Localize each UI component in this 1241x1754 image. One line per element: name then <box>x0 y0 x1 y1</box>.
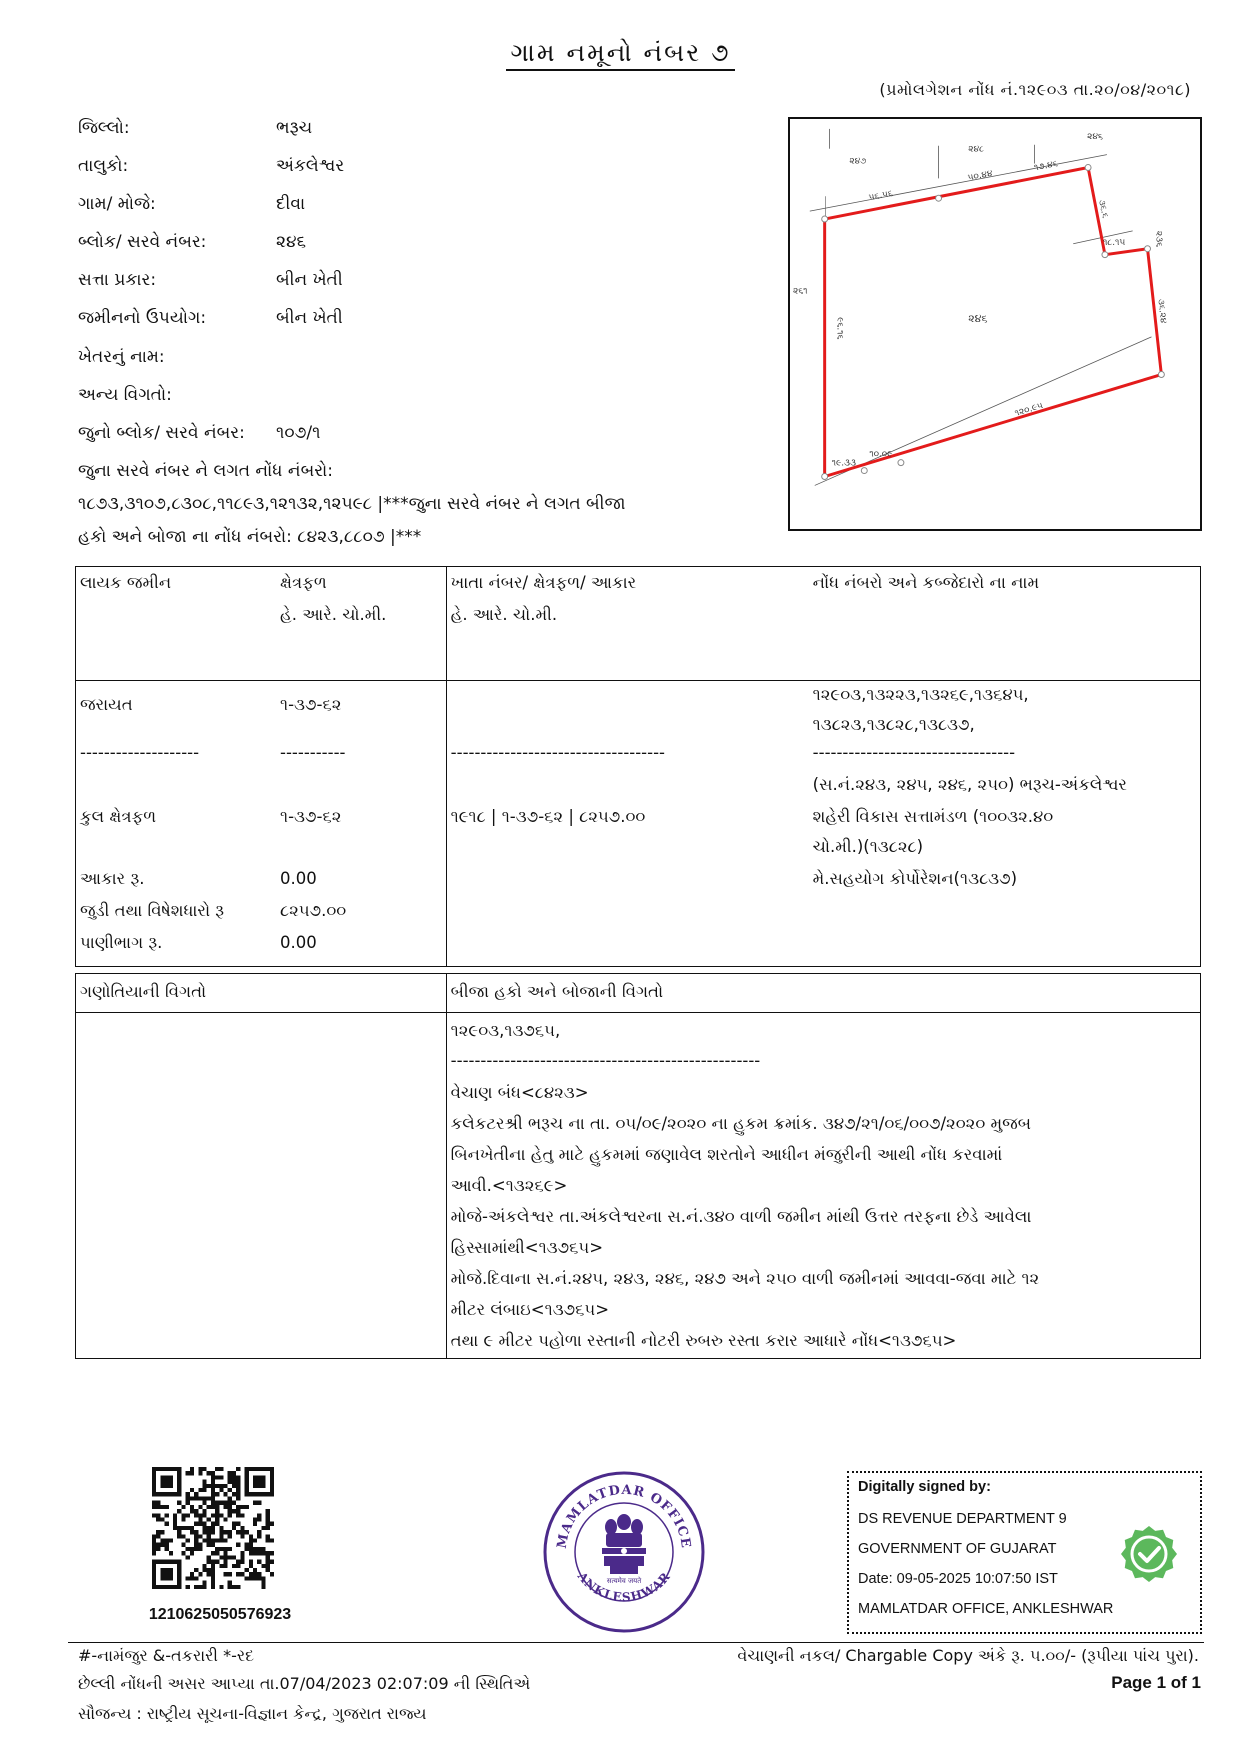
rights-line-5: બિનખેતીના હેતુ માટે હુકમમાં જણાવેલ શરતોને આધીન મંજુરીની આથી નોંધ કરવામાં <box>450 1145 1003 1164</box>
neighbor-label-top-right: ૨૪૬ <box>1087 131 1103 142</box>
footer-divider <box>68 1642 1204 1643</box>
jarayat-label: જરાયત <box>80 695 133 714</box>
edge-label-7: ૯૬.૧૬ <box>834 317 845 340</box>
rights-table-body-row <box>76 1013 1201 1359</box>
holder-line-3: (સ.નં.૨૪૩, ૨૪૫, ૨૪૬, ૨૫૦) ભરૂચ-અંકલેશ્વર <box>812 775 1127 794</box>
signature-line-5: MAMLATDAR OFFICE, ANKLESHWAR <box>858 1601 1114 1617</box>
signature-line-1: Digitally signed by: <box>858 1479 991 1495</box>
taluka-label: તાલુકો: <box>78 156 129 176</box>
holder-line-2: ૧૩૮૨૩,૧૩૮૨૮,૧૩૮૩૭, <box>812 715 975 734</box>
rights-line-7: મોજે-અંકલેશ્વર તા.અંકલેશ્વરના સ.નં.૩૪૦ વાળી જમીન માંથી ઉત્તર તરફના છેડે આવેલા <box>450 1207 1032 1226</box>
footer-courtesy: સૌજન્ય : રાષ્ટ્રીય સૂચના-વિજ્ઞાન કેન્દ્ર, ગુજરાત રાજ્ય <box>78 1704 427 1723</box>
other-details-label: અન્ય વિગતો: <box>78 385 172 405</box>
footer-legend: #-નામંજુર &-તકરારી *-રદ <box>78 1646 255 1665</box>
tenure-label: સત્તા પ્રકાર: <box>78 270 157 290</box>
judi-label: જુડી તથા વિષેશધારો રૂ <box>80 901 225 920</box>
holder-line-5: ચો.મી.)(૧૩૮૨૮) <box>812 837 924 856</box>
holder-line-4: શહેરી વિકાસ સત્તામંડળ (૧૦૦૩૨.૪૦ <box>812 807 1054 826</box>
document-title: ગામ નમૂનો નંબર ૭ <box>0 38 1241 68</box>
khata-value: ૧૯૧૮ | ૧-૩૭-૬૨ | ૮૨૫૭.૦૦ <box>450 807 646 826</box>
edge-label-10: ૧૨૦.૯૫ <box>1013 400 1045 419</box>
land-table-body-row <box>76 681 1201 967</box>
header-land-type: લાયક જમીન <box>80 573 172 592</box>
dash-col-4: ---------------------------------- <box>812 743 1016 762</box>
promulgation-note: (પ્રમોલગેશન નોંધ નં.૧૨૯૦૩ તા.૨૦/૦૪/૨૦૧૮) <box>879 80 1191 99</box>
tenants-header: ગણોતિયાની વિગતો <box>80 982 207 1001</box>
tenants-cell <box>76 1013 446 1358</box>
water-share-label: પાણીભાગ રૂ. <box>80 933 163 952</box>
header-khata: ખાતા નંબર/ ક્ષેત્રફળ/ આકાર <box>450 573 637 592</box>
edge-label-9: ૧૯.૩૩ <box>831 458 856 469</box>
total-area-label: કુલ ક્ષેત્રફળ <box>80 807 157 826</box>
rights-line-3: વેચાણ બંધ<૮૪૨૩> <box>450 1083 589 1102</box>
holder-line-6: મે.સહયોગ કોર્પોરેશન(૧૩૮૩૭) <box>812 869 1018 888</box>
land-table-header-row <box>76 567 1201 681</box>
district-label: જિલ્લો: <box>78 118 130 138</box>
rights-line-2: ---------------------------------------------------- <box>450 1051 761 1070</box>
dash-col-3: ------------------------------------ <box>450 743 665 762</box>
village-label: ગામ/ મોજે: <box>78 194 156 214</box>
total-area-value: ૧-૩૭-૬૨ <box>280 807 342 826</box>
holder-line-1: ૧૨૯૦૩,૧૩૨૨૩,૧૩૨૬૯,૧૩૬૪૫, <box>812 685 1029 704</box>
plot-vertices <box>822 165 1165 480</box>
assessment-value: 0.00 <box>280 869 317 888</box>
rights-line-6: આવી.<૧૩૨૬૯> <box>450 1176 568 1195</box>
neighbor-label-left: ૨૬૧ <box>792 286 808 297</box>
plot-map <box>788 117 1202 531</box>
signature-line-4: Date: 09-05-2025 10:07:50 IST <box>858 1571 1058 1587</box>
survey-number-value: ૨૪૬ <box>276 232 307 252</box>
land-use-label: જમીનનો ઉપયોગ: <box>78 308 207 328</box>
verified-check-icon <box>1120 1525 1178 1583</box>
edge-label-6: ૩૬.૨૪ <box>1155 298 1168 324</box>
signature-line-2: DS REVENUE DEPARTMENT 9 <box>858 1511 1067 1527</box>
rights-line-1: ૧૨૯૦૩,૧૩૭૬૫, <box>450 1021 561 1040</box>
rights-line-10: મીટર લંબાઇ<૧૩૭૬૫> <box>450 1300 610 1319</box>
neighbor-label-right: ૨૩૬ <box>1153 230 1164 248</box>
edge-label-2: ૫૦.૪૪ <box>966 168 994 184</box>
land-details-table <box>75 566 1201 967</box>
old-entries-label: જુના સરવે નંબર ને લગત નોંધ નંબરો: <box>78 461 333 481</box>
qr-code-icon <box>152 1467 274 1589</box>
farm-name-label: ખેતરનું નામ: <box>78 347 165 367</box>
edge-label-4: ૩૬.૬ <box>1096 198 1110 220</box>
mamlatdar-seal <box>542 1470 706 1634</box>
header-khata-units: હે. આરે. ચો.મી. <box>450 605 558 624</box>
seal-bottom-text: ANKLESHWAR <box>574 1569 674 1605</box>
jarayat-area: ૧-૩૭-૬૨ <box>280 695 342 714</box>
footer-copy-note: વેચાણની નકલ/ Chargable Copy અંકે રૂ. ૫.૦૦/- (રૂપીયા પાંચ પુરા). <box>737 1646 1199 1665</box>
seal-motto: सत्यमेव जयते <box>606 1577 642 1585</box>
rights-line-8: હિસ્સામાંથી<૧૩૭૬૫> <box>450 1238 604 1257</box>
plot-boundary <box>825 168 1162 477</box>
assessment-label: આકાર રૂ. <box>80 869 145 888</box>
edge-label-3: ૧૭.૪૬ <box>1033 159 1059 174</box>
qr-number: 1210625050576923 <box>148 1606 292 1623</box>
header-area-units: હે. આરે. ચો.મી. <box>280 605 387 624</box>
signature-line-3: GOVERNMENT OF GUJARAT <box>858 1541 1057 1557</box>
survey-number-label: બ્લોક/ સરવે નંબર: <box>78 232 207 252</box>
emblem-icon <box>602 1514 646 1574</box>
rights-line-11: તથા ૯ મીટર પહોળા રસ્તાની નોટરી રુબરુ રસ્તા કરાર આધારે નોંધ<૧૩૭૬૫> <box>450 1331 957 1350</box>
old-entries-line-2: હકો અને બોજા ના નોંધ નંબરો: ૮૪૨૩,૮૮૦૭ |*** <box>78 527 422 547</box>
old-survey-value: ૧૦૭/૧ <box>276 423 321 443</box>
old-entries-line-1: ૧૮૭૩,૩૧૦૭,૮૩૦૮,૧૧૮૯૩,૧૨૧૩૨,૧૨૫૯૮ |***જુના સરવે નંબર ને લગત બીજા <box>78 494 626 514</box>
dash-col-2: ----------- <box>280 743 346 762</box>
rights-table-header-row <box>76 974 1201 1013</box>
tenure-value: બીન ખેતી <box>276 270 343 290</box>
rights-header: બીજા હકો અને બોજાની વિગતો <box>450 982 664 1001</box>
village-value: દીવા <box>276 194 306 214</box>
page-number: Page 1 of 1 <box>1111 1673 1201 1692</box>
neighbor-label-top-mid: ૨૪૮ <box>968 144 984 155</box>
rights-table <box>75 973 1201 1359</box>
header-holders: નોંધ નંબરો અને કબ્જેદારો ના નામ <box>812 573 1040 592</box>
dash-col-1: -------------------- <box>80 743 200 762</box>
old-survey-label: જુનો બ્લોક/ સરવે નંબર: <box>78 423 245 443</box>
plot-center-label: ૨૪૬ <box>968 312 988 326</box>
land-use-value: બીન ખેતી <box>276 308 343 328</box>
seal-top-text: MAMLATDAR OFFICE <box>554 1482 694 1550</box>
taluka-value: અંકલેશ્વર <box>276 156 345 176</box>
edge-label-5: ૧૮.૧૫ <box>1102 237 1126 248</box>
edge-label-1: ૫૬.૫૬ <box>867 188 894 204</box>
header-area: ક્ષેત્રફળ <box>280 573 327 592</box>
footer-status: છેલ્લી નોંધની અસર આપ્યા તા.07/04/2023 02:07:09 ની સ્થિતિએ <box>78 1674 531 1693</box>
rights-line-4: કલેકટરશ્રી ભરૂચ ના તા. ૦૫/૦૯/૨૦૨૦ ના હુકમ ક્રમાંક. ૩૪૭/૨૧/૦૬/૦૦૭/૨૦૨૦ મુજબ <box>450 1114 1032 1133</box>
edge-label-8: ૧૦.૦૯ <box>869 449 893 460</box>
digital-signature-box <box>847 1471 1202 1634</box>
plot-map-svg <box>790 119 1200 529</box>
neighbor-label-top-left: ૨૪૭ <box>849 156 867 167</box>
rights-line-9: મોજે.દિવાના સ.નં.૨૪૫, ૨૪૩, ૨૪૬, ૨૪૭ અને ૨૫૦ વાળી જમીનમાં આવવા-જવા માટે ૧૨ <box>450 1269 1040 1288</box>
district-value: ભરૂચ <box>276 118 313 138</box>
judi-value: ૮૨૫૭.૦૦ <box>280 901 347 920</box>
water-share-value: 0.00 <box>280 933 317 952</box>
